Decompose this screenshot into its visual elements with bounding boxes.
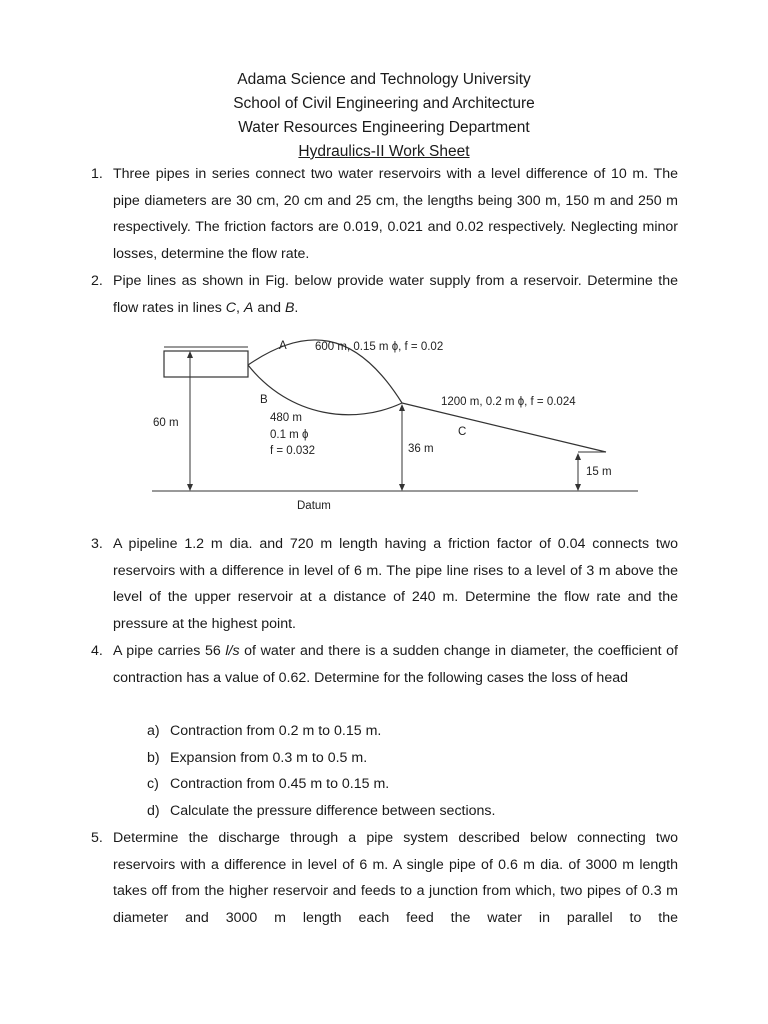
document-header: [0, 68, 768, 164]
label-a: A: [279, 340, 287, 352]
subquestion-text: Calculate the pressure difference between sections.: [170, 803, 496, 819]
pipeline-figure: [140, 330, 650, 520]
question-text: A pipeline 1.2 m dia. and 720 m length having a friction factor of 0.04 connects two reservoirs with a difference in level of 6 m. The pipe line rises to a level of 3 m above the level of the upper reservoir at a distance of 240 m. Determine the flow rate and the pressure at the highest point.: [113, 536, 678, 632]
pipe-a-spec: 600 m, 0.15 m ϕ, f = 0.02: [315, 341, 444, 353]
flow-unit: l/s: [225, 643, 240, 659]
datum-label: Datum: [297, 500, 331, 512]
university-name: Adama Science and Technology University: [237, 71, 531, 88]
arrow-up-icon: [575, 453, 581, 460]
question-text-main: A pipe carries 56: [113, 643, 226, 659]
school-name: School of Civil Engineering and Architecture: [233, 95, 535, 112]
subquestion-b: [147, 745, 367, 772]
question-text-rest: of water and there is a sudden change in diameter, the coefficient of contraction has a value of 0.62. Determine for the following cases the loss of head: [113, 643, 678, 686]
subquestion-label: c): [147, 776, 159, 792]
subquestion-c: [147, 771, 389, 798]
arrow-down-icon: [187, 484, 193, 491]
question-5: [91, 825, 678, 931]
question-number: 1.: [91, 166, 103, 182]
pipe-c-spec: 1200 m, 0.2 m ϕ, f = 0.024: [441, 396, 576, 408]
line-b-ref: B: [284, 299, 295, 316]
subquestion-a: [147, 718, 381, 745]
period: .: [294, 299, 299, 316]
outlet-height-label: 15 m: [586, 466, 612, 478]
subquestion-text: Expansion from 0.3 m to 0.5 m.: [170, 750, 368, 766]
question-number: 5.: [91, 830, 103, 846]
line-a-ref: A: [243, 299, 254, 316]
question-4: [91, 638, 678, 691]
arrow-up-icon: [187, 351, 193, 358]
label-b: B: [260, 394, 268, 406]
line-c-ref: C: [225, 299, 237, 316]
question-text: Determine the discharge through a pipe system described below connecting two reservoirs with a difference in level of 6 m. A single pipe of 0.6 m dia. of 3000 m length takes off from the higher reservoir and feeds to a junction from which, two pipes of 0.3 m diameter and 3000 m length each feed the water in parallel to the: [113, 830, 678, 926]
worksheet-title: Hydraulics-II Work Sheet: [298, 143, 470, 160]
question-2: [91, 268, 678, 321]
arrow-down-icon: [399, 484, 405, 491]
question-3: [91, 531, 678, 637]
label-c: C: [458, 426, 467, 438]
question-number: 3.: [91, 536, 103, 552]
question-text: [113, 268, 678, 321]
subquestion-text: Contraction from 0.2 m to 0.15 m.: [170, 723, 382, 739]
department-name: Water Resources Engineering Department: [238, 119, 530, 136]
pipe-b-diameter: 0.1 m ϕ: [270, 429, 309, 441]
subquestion-text: Contraction from 0.45 m to 0.15 m.: [170, 776, 390, 792]
reservoir-height-label: 60 m: [153, 417, 179, 429]
question-number: 4.: [91, 643, 103, 659]
question-number: 2.: [91, 273, 103, 289]
question-text: Three pipes in series connect two water reservoirs with a level difference of 10 m. The pipe diameters are 30 cm, 20 cm and 25 cm, the lengths being 300 m, 150 m and 250 m respectively. The friction factors are 0.019, 0.021 and 0.02 respectively. Neglecting minor losses, determine the flow rate.: [113, 166, 678, 262]
subquestion-label: b): [147, 750, 160, 766]
reservoir: [164, 351, 248, 377]
junction-height-label: 36 m: [408, 443, 434, 455]
arrow-up-icon: [399, 404, 405, 411]
subquestion-label: d): [147, 803, 160, 819]
question-text: [113, 638, 678, 691]
pipe-b-friction: f = 0.032: [270, 445, 316, 457]
subquestion-label: a): [147, 723, 160, 739]
pipe-b-length: 480 m: [270, 412, 302, 424]
question-1: [91, 161, 678, 267]
separator: ,: [236, 299, 244, 316]
subquestion-d: [147, 798, 495, 825]
arrow-down-icon: [575, 484, 581, 491]
separator: and: [253, 299, 285, 316]
question-text-main: Pipe lines as shown in Fig. below provide water supply from a reservoir. Determine the flow rates in lines: [113, 273, 678, 316]
